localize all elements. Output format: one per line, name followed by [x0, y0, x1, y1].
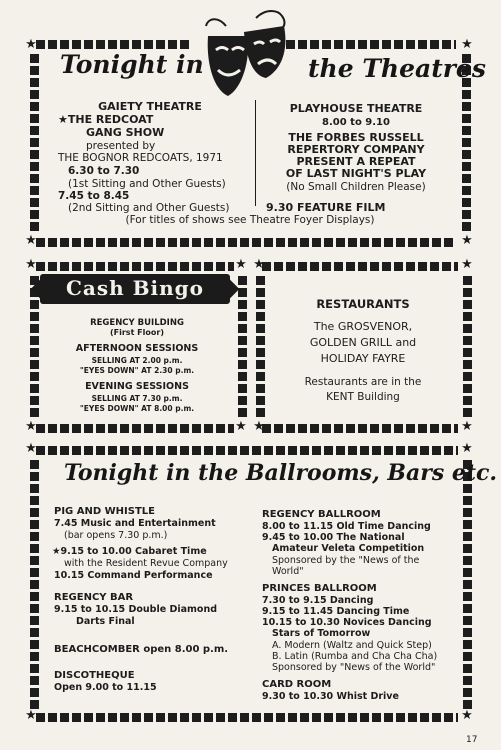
- star-icon: ★: [461, 441, 473, 456]
- bingo-evening-sell: SELLING AT 7.30 p.m.: [91, 394, 183, 403]
- frame-edge: [463, 276, 472, 420]
- frame-edge: [36, 238, 456, 247]
- frame-edge: [36, 713, 458, 722]
- gaiety-show-line2: GANG SHOW: [86, 126, 165, 139]
- playhouse-line3: PRESENT A REPEAT: [296, 155, 416, 168]
- playhouse-line4: OF LAST NIGHT'S PLAY: [285, 167, 427, 180]
- regency-ballroom-l3: Amateur Veleta Competition: [272, 543, 425, 554]
- pig-l1: 7.45 Music and Entertainment: [54, 518, 216, 529]
- theatres-heading-left: Tonight in: [60, 50, 204, 79]
- princes-l1: 7.30 to 9.15 Dancing: [262, 595, 374, 606]
- star-icon: ★: [25, 708, 37, 723]
- regency-ballroom-name: REGENCY BALLROOM: [262, 509, 381, 520]
- playhouse-note: (No Small Children Please): [286, 181, 426, 193]
- princes-l4: Stars of Tomorrow: [272, 628, 371, 639]
- star-icon: ★: [461, 708, 473, 723]
- star-icon: ★: [253, 419, 265, 434]
- playhouse-film: 9.30 FEATURE FILM: [266, 201, 386, 214]
- restaurants-line3: HOLIDAY FAYRE: [320, 352, 406, 365]
- star-icon: ★: [235, 419, 247, 434]
- theatre-masks-icon: [196, 6, 294, 102]
- pig-l5: 10.15 Command Performance: [54, 570, 213, 581]
- cash-bingo-badge: [40, 274, 230, 304]
- star-icon: ★: [25, 441, 37, 456]
- regency-bar-l2: Darts Final: [76, 616, 135, 627]
- restaurants-title: RESTAURANTS: [316, 297, 410, 311]
- bingo-evening: EVENING SESSIONS: [85, 381, 189, 392]
- regency-bar-name: REGENCY BAR: [54, 592, 134, 603]
- disco-l1: Open 9.00 to 11.15: [54, 682, 157, 693]
- frame-edge: [256, 276, 265, 420]
- gaiety-time1-note: (1st Sitting and Other Guests): [68, 178, 226, 190]
- frame-edge: [238, 276, 247, 420]
- star-icon: ★: [52, 546, 61, 557]
- star-icon: ★: [461, 37, 473, 52]
- regency-ballroom-l4: Sponsored by the "News of the: [272, 555, 420, 566]
- playhouse-line1: THE FORBES RUSSELL: [288, 131, 424, 144]
- gaiety-presented-by: presented by: [86, 140, 156, 152]
- princes-l5: A. Modern (Waltz and Quick Step): [272, 640, 432, 651]
- gaiety-show-line1: [58, 113, 153, 126]
- bingo-afternoon-eyes: "EYES DOWN" AT 2.30 p.m.: [79, 366, 195, 375]
- gaiety-time1: 6.30 to 7.30: [68, 165, 140, 177]
- star-icon: ★: [461, 419, 473, 434]
- frame-edge: [262, 424, 458, 433]
- frame-edge: [30, 54, 39, 234]
- bingo-building: REGENCY BUILDING: [90, 318, 184, 328]
- star-icon: ★: [25, 233, 37, 248]
- restaurants-line2: GOLDEN GRILL and: [309, 336, 417, 349]
- frame-edge: [36, 40, 192, 49]
- frame-edge: [30, 460, 39, 710]
- star-icon: ★: [25, 257, 37, 272]
- card-l1: 9.30 to 10.30 Whist Drive: [262, 691, 399, 702]
- star-icon: ★: [25, 419, 37, 434]
- frame-edge: [36, 446, 458, 455]
- regency-ballroom-l2: 9.45 to 10.00 The National: [262, 532, 405, 543]
- bingo-evening-eyes: "EYES DOWN" AT 8.00 p.m.: [79, 404, 195, 413]
- gaiety-presenter: THE BOGNOR REDCOATS, 1971: [58, 152, 223, 164]
- card-name: CARD ROOM: [262, 679, 332, 690]
- pig-l3-text: 9.15 to 10.00 Cabaret Time: [60, 546, 207, 557]
- beachcomber: BEACHCOMBER open 8.00 p.m.: [54, 644, 229, 655]
- playhouse-time: 8.00 to 9.10: [322, 117, 390, 128]
- gaiety-time2-note: (2nd Sitting and Other Guests): [68, 202, 230, 214]
- frame-edge: [463, 460, 472, 710]
- cash-bingo-title: Cash Bingo: [65, 276, 204, 300]
- star-icon: ★: [58, 113, 68, 126]
- frame-edge: [262, 262, 458, 271]
- frame-edge: [36, 262, 234, 271]
- playhouse-name: PLAYHOUSE THEATRE: [289, 102, 423, 115]
- star-icon: ★: [235, 257, 247, 272]
- theatres-footer: (For titles of shows see Theatre Foyer Displays): [125, 214, 375, 226]
- regency-bar-l1: 9.15 to 10.15 Double Diamond: [54, 604, 218, 615]
- gaiety-name: GAIETY THEATRE: [98, 100, 202, 113]
- pig-name: PIG AND WHISTLE: [54, 506, 155, 517]
- princes-l7: Sponsored by "News of the World": [272, 662, 436, 673]
- bingo-afternoon: AFTERNOON SESSIONS: [75, 343, 199, 354]
- page-number: 17: [466, 735, 478, 745]
- ballrooms-heading: Tonight in the Ballrooms, Bars etc.: [64, 460, 498, 486]
- princes-l3: 10.15 to 10.30 Novices Dancing: [262, 617, 432, 628]
- disco-name: DISCOTHEQUE: [54, 670, 135, 681]
- princes-name: PRINCES BALLROOM: [262, 583, 377, 594]
- pig-l3: [52, 546, 207, 557]
- frame-edge: [36, 424, 234, 433]
- pig-l2: (bar opens 7.30 p.m.): [64, 530, 168, 541]
- regency-ballroom-l1: 8.00 to 11.15 Old Time Dancing: [262, 521, 431, 532]
- restaurants-note2: KENT Building: [326, 391, 400, 403]
- star-icon: ★: [461, 233, 473, 248]
- bingo-floor: (First Floor): [110, 328, 164, 337]
- playhouse-line2: REPERTORY COMPANY: [287, 143, 425, 156]
- restaurants-line1: The GROSVENOR,: [313, 320, 413, 333]
- star-icon: ★: [253, 257, 265, 272]
- princes-l6: B. Latin (Rumba and Cha Cha Cha): [272, 651, 438, 662]
- gaiety-show-text: THE REDCOAT: [67, 113, 154, 126]
- frame-edge: [286, 40, 456, 49]
- regency-ballroom-l5: World": [272, 566, 304, 577]
- gaiety-time2: 7.45 to 8.45: [58, 190, 130, 202]
- column-divider: [255, 100, 256, 206]
- frame-edge: [30, 276, 39, 420]
- bingo-afternoon-sell: SELLING AT 2.00 p.m.: [91, 356, 183, 365]
- princes-l2: 9.15 to 11.45 Dancing Time: [262, 606, 410, 617]
- star-icon: ★: [25, 37, 37, 52]
- star-icon: ★: [461, 257, 473, 272]
- theatres-heading-right: the Theatres: [308, 54, 486, 83]
- restaurants-note1: Restaurants are in the: [304, 376, 422, 388]
- pig-l4: with the Resident Revue Company: [64, 558, 228, 569]
